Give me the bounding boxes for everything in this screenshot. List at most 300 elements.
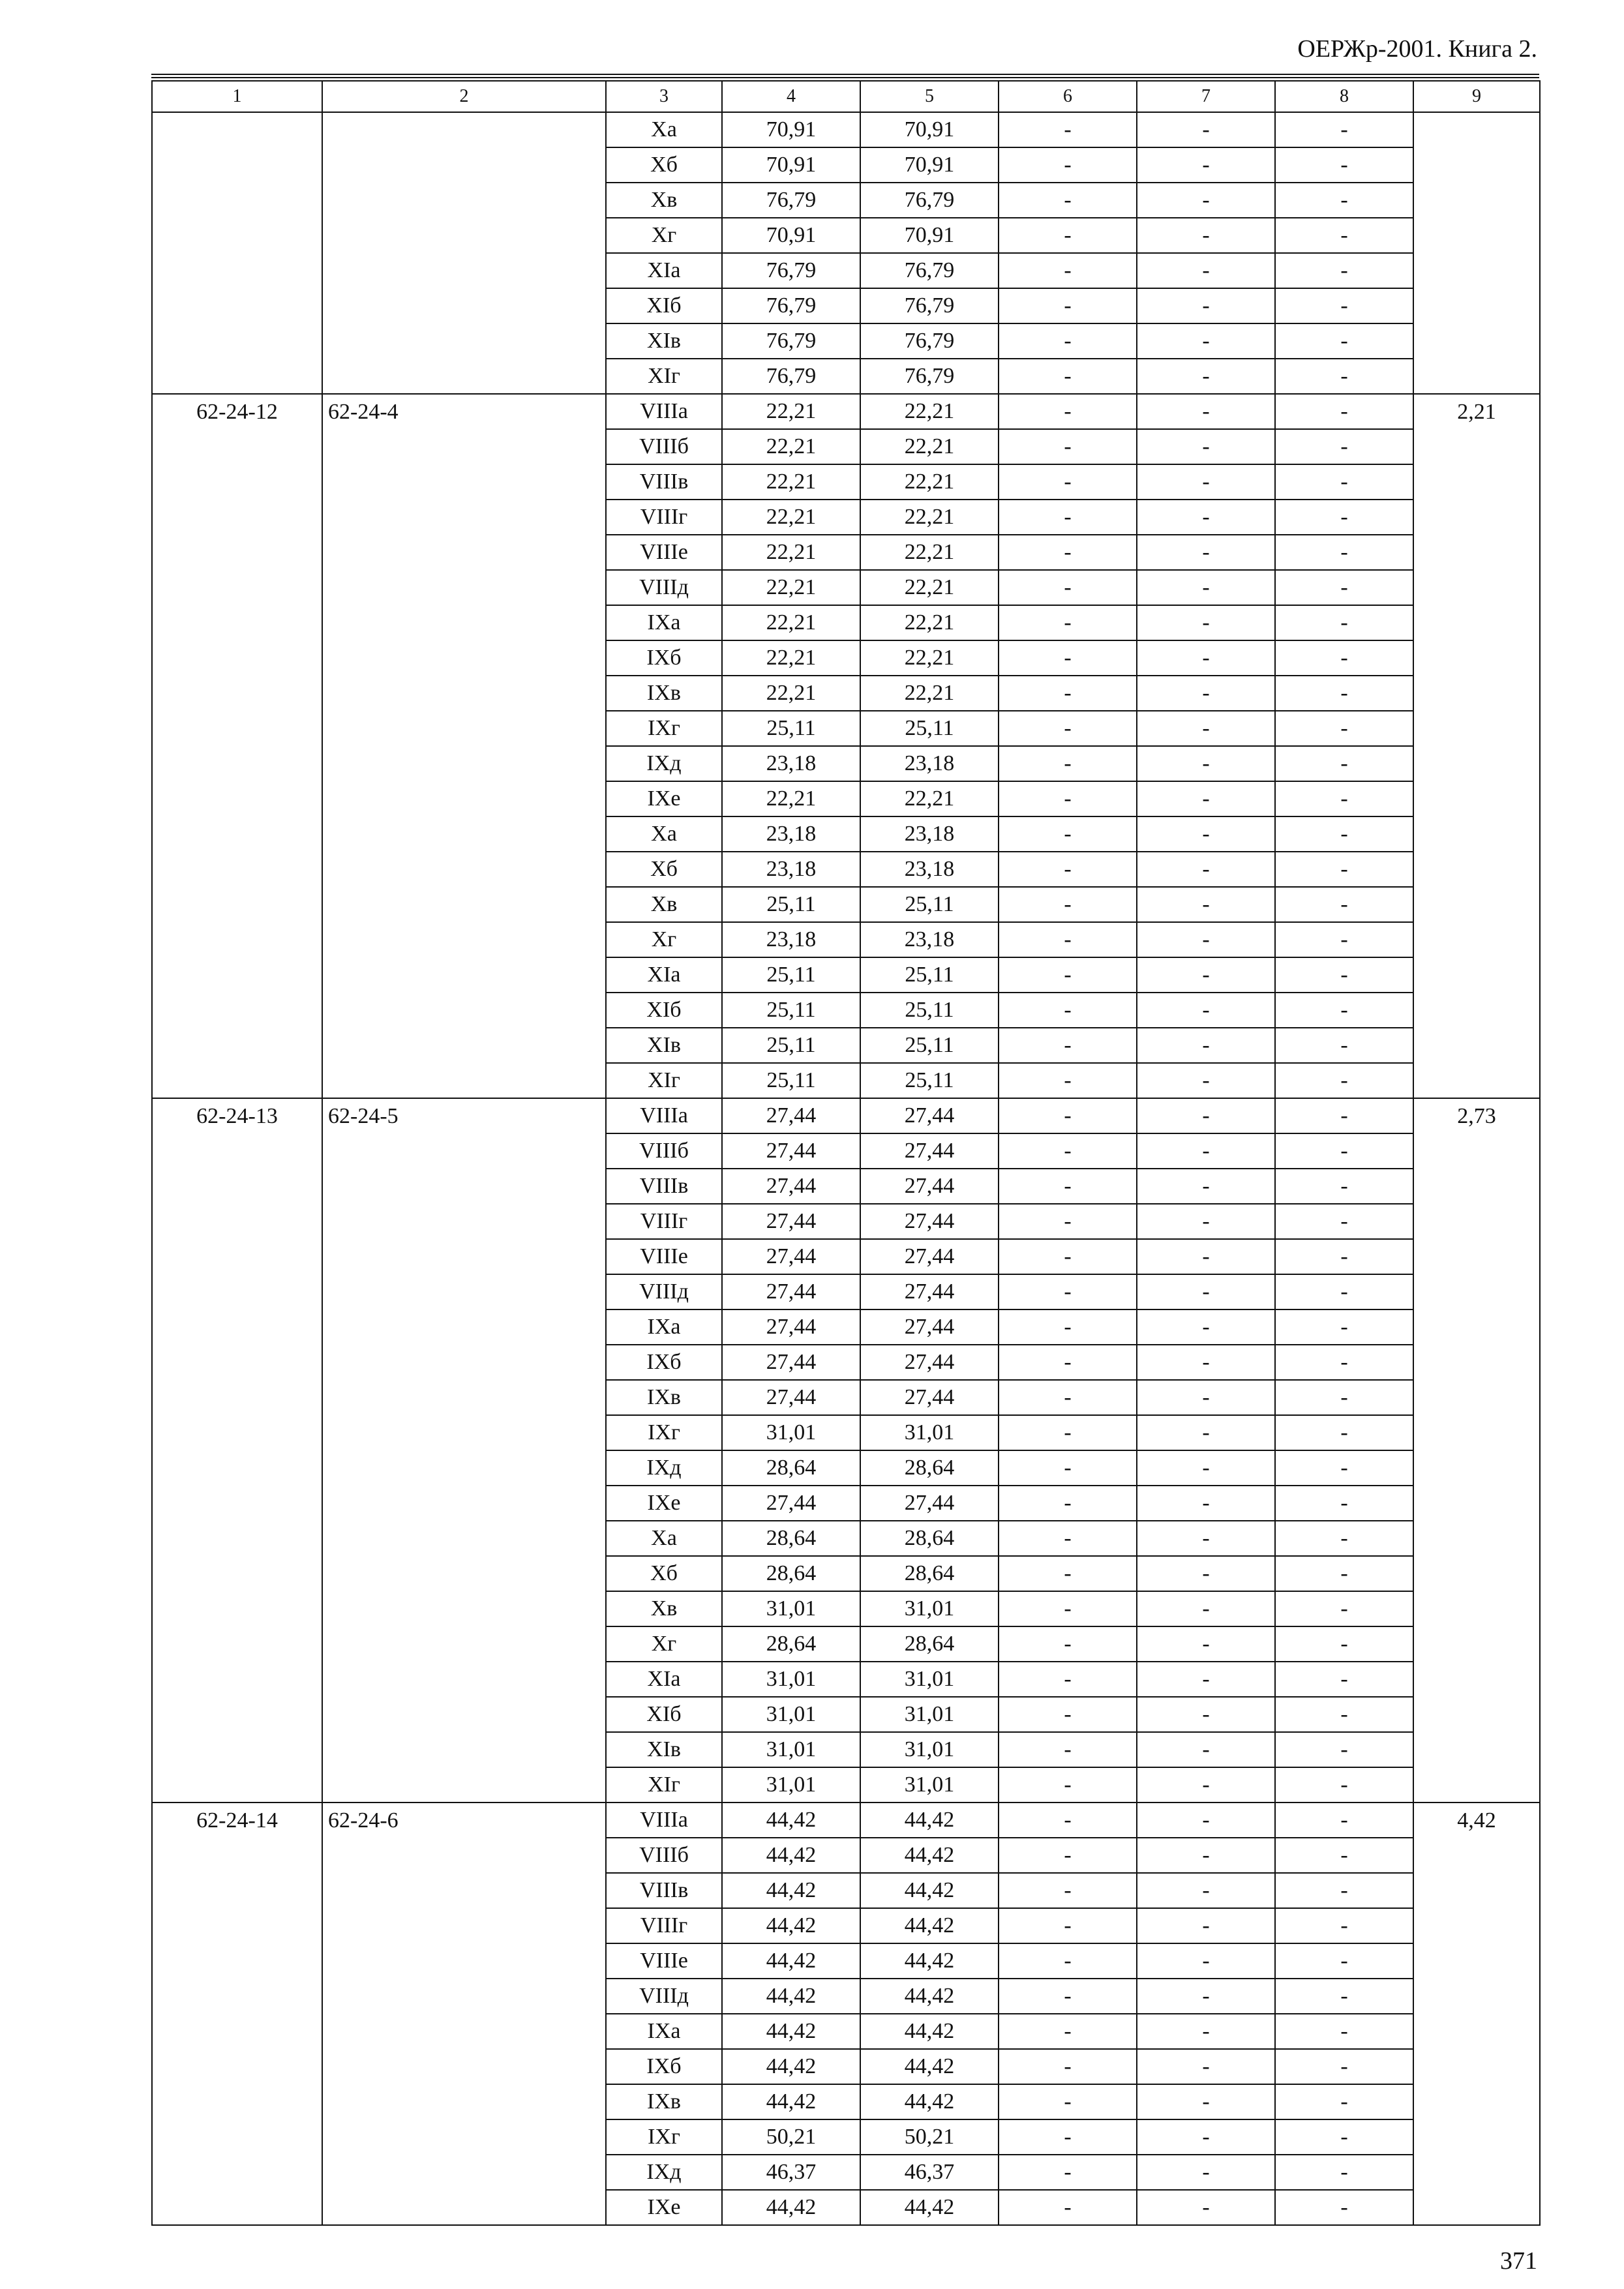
page-number: 371: [1500, 2247, 1537, 2275]
category-cell: IXб: [606, 1345, 722, 1380]
column-5-cell: 23,18: [860, 746, 999, 781]
column-7-cell: -: [1137, 711, 1275, 746]
column-4-cell: 28,64: [722, 1626, 860, 1662]
column-8-cell: -: [1275, 922, 1413, 957]
category-cell: IXа: [606, 605, 722, 640]
category-cell: Xб: [606, 147, 722, 183]
category-cell: VIIIб: [606, 429, 722, 464]
column-4-cell: 25,11: [722, 711, 860, 746]
column-4-cell: 25,11: [722, 993, 860, 1028]
category-cell: XIб: [606, 1697, 722, 1732]
column-9-cell: [1413, 112, 1540, 394]
column-8-cell: -: [1275, 1697, 1413, 1732]
column-6-cell: -: [999, 1028, 1137, 1063]
column-7-cell: -: [1137, 183, 1275, 218]
column-5-cell: 22,21: [860, 429, 999, 464]
column-6-cell: -: [999, 288, 1137, 323]
column-6-cell: -: [999, 1767, 1137, 1803]
column-7-cell: -: [1137, 1697, 1275, 1732]
column-6-cell: -: [999, 2014, 1137, 2049]
column-8-cell: -: [1275, 2084, 1413, 2119]
column-5-cell: 44,42: [860, 2084, 999, 2119]
column-7-cell: -: [1137, 2190, 1275, 2225]
column-5-cell: 27,44: [860, 1239, 999, 1274]
column-4-cell: 22,21: [722, 640, 860, 676]
category-cell: IXв: [606, 1380, 722, 1415]
column-4-cell: 27,44: [722, 1098, 860, 1133]
column-4-cell: 22,21: [722, 394, 860, 429]
column-7-cell: -: [1137, 500, 1275, 535]
column-8-cell: -: [1275, 1309, 1413, 1345]
column-8-cell: -: [1275, 394, 1413, 429]
column-4-cell: 25,11: [722, 1063, 860, 1098]
column-5-cell: 25,11: [860, 1063, 999, 1098]
reference-code-cell: 62-24-6: [322, 1803, 606, 2225]
column-6-cell: -: [999, 1662, 1137, 1697]
column-8-cell: -: [1275, 1380, 1413, 1415]
column-8-cell: -: [1275, 2049, 1413, 2084]
column-7-cell: -: [1137, 816, 1275, 852]
column-8-cell: -: [1275, 1133, 1413, 1169]
category-cell: IXг: [606, 1415, 722, 1450]
column-7-cell: -: [1137, 1169, 1275, 1204]
column-4-cell: 31,01: [722, 1697, 860, 1732]
column-7-cell: -: [1137, 1486, 1275, 1521]
column-8-cell: -: [1275, 535, 1413, 570]
column-8-cell: -: [1275, 676, 1413, 711]
category-cell: Xб: [606, 1556, 722, 1591]
column-6-cell: -: [999, 957, 1137, 993]
column-6-cell: -: [999, 218, 1137, 253]
column-6-cell: -: [999, 1098, 1137, 1133]
column-8-cell: -: [1275, 852, 1413, 887]
column-4-cell: 27,44: [722, 1345, 860, 1380]
column-8-cell: -: [1275, 1345, 1413, 1380]
column-8-cell: -: [1275, 1908, 1413, 1943]
column-6-cell: -: [999, 429, 1137, 464]
column-6-cell: -: [999, 852, 1137, 887]
column-7-cell: -: [1137, 852, 1275, 887]
column-9-cell: 4,42: [1413, 1803, 1540, 2225]
column-6-cell: -: [999, 394, 1137, 429]
column-8-cell: -: [1275, 887, 1413, 922]
category-cell: IXв: [606, 676, 722, 711]
column-7-cell: -: [1137, 1943, 1275, 1979]
column-5-cell: 44,42: [860, 2190, 999, 2225]
category-cell: XIа: [606, 253, 722, 288]
category-cell: XIб: [606, 993, 722, 1028]
column-7-cell: -: [1137, 1873, 1275, 1908]
column-8-cell: -: [1275, 1767, 1413, 1803]
column-4-cell: 27,44: [722, 1169, 860, 1204]
category-cell: IXб: [606, 640, 722, 676]
column-5-cell: 76,79: [860, 183, 999, 218]
column-6-cell: -: [999, 253, 1137, 288]
column-number: 5: [860, 81, 999, 112]
column-7-cell: -: [1137, 464, 1275, 500]
category-cell: IXа: [606, 2014, 722, 2049]
column-7-cell: -: [1137, 112, 1275, 147]
column-5-cell: 27,44: [860, 1380, 999, 1415]
column-4-cell: 25,11: [722, 887, 860, 922]
column-6-cell: -: [999, 1415, 1137, 1450]
column-4-cell: 22,21: [722, 535, 860, 570]
category-cell: VIIIе: [606, 1943, 722, 1979]
column-5-cell: 70,91: [860, 218, 999, 253]
column-6-cell: -: [999, 1239, 1137, 1274]
column-8-cell: -: [1275, 429, 1413, 464]
category-cell: IXб: [606, 2049, 722, 2084]
category-cell: XIб: [606, 288, 722, 323]
column-4-cell: 28,64: [722, 1556, 860, 1591]
column-8-cell: -: [1275, 112, 1413, 147]
column-6-cell: -: [999, 711, 1137, 746]
column-5-cell: 22,21: [860, 394, 999, 429]
column-7-cell: -: [1137, 1380, 1275, 1415]
column-5-cell: 31,01: [860, 1767, 999, 1803]
column-7-cell: -: [1137, 429, 1275, 464]
column-8-cell: -: [1275, 2119, 1413, 2155]
column-5-cell: 27,44: [860, 1133, 999, 1169]
column-4-cell: 23,18: [722, 922, 860, 957]
column-6-cell: -: [999, 605, 1137, 640]
column-number-row: [152, 81, 1540, 112]
column-8-cell: -: [1275, 816, 1413, 852]
table-row: [152, 112, 1540, 147]
column-5-cell: 31,01: [860, 1732, 999, 1767]
column-8-cell: -: [1275, 1521, 1413, 1556]
column-6-cell: -: [999, 323, 1137, 359]
table-row: [152, 1803, 1540, 1838]
column-7-cell: -: [1137, 640, 1275, 676]
column-4-cell: 22,21: [722, 676, 860, 711]
column-8-cell: -: [1275, 1556, 1413, 1591]
category-cell: VIIIе: [606, 535, 722, 570]
column-5-cell: 70,91: [860, 147, 999, 183]
reference-code-cell: [322, 112, 606, 394]
column-7-cell: -: [1137, 359, 1275, 394]
column-5-cell: 23,18: [860, 922, 999, 957]
column-6-cell: -: [999, 147, 1137, 183]
column-8-cell: -: [1275, 147, 1413, 183]
column-5-cell: 25,11: [860, 993, 999, 1028]
column-4-cell: 31,01: [722, 1415, 860, 1450]
column-7-cell: -: [1137, 1415, 1275, 1450]
column-8-cell: -: [1275, 1838, 1413, 1873]
category-cell: VIIIд: [606, 1979, 722, 2014]
column-6-cell: -: [999, 1063, 1137, 1098]
column-4-cell: 44,42: [722, 1943, 860, 1979]
column-8-cell: -: [1275, 1169, 1413, 1204]
column-5-cell: 27,44: [860, 1309, 999, 1345]
column-4-cell: 22,21: [722, 500, 860, 535]
column-7-cell: -: [1137, 2155, 1275, 2190]
column-4-cell: 44,42: [722, 1908, 860, 1943]
column-7-cell: -: [1137, 535, 1275, 570]
column-5-cell: 22,21: [860, 640, 999, 676]
column-5-cell: 31,01: [860, 1662, 999, 1697]
column-4-cell: 44,42: [722, 1838, 860, 1873]
column-4-cell: 27,44: [722, 1486, 860, 1521]
column-5-cell: 44,42: [860, 1803, 999, 1838]
column-8-cell: -: [1275, 1873, 1413, 1908]
column-8-cell: -: [1275, 993, 1413, 1028]
column-6-cell: -: [999, 676, 1137, 711]
column-4-cell: 50,21: [722, 2119, 860, 2155]
column-5-cell: 76,79: [860, 359, 999, 394]
column-5-cell: 22,21: [860, 464, 999, 500]
column-7-cell: -: [1137, 394, 1275, 429]
column-5-cell: 27,44: [860, 1204, 999, 1239]
column-6-cell: -: [999, 1450, 1137, 1486]
column-8-cell: -: [1275, 781, 1413, 816]
column-4-cell: 76,79: [722, 288, 860, 323]
column-4-cell: 44,42: [722, 2014, 860, 2049]
header-rule: [151, 74, 1539, 78]
column-4-cell: 44,42: [722, 1873, 860, 1908]
column-6-cell: -: [999, 1380, 1137, 1415]
table-body: [152, 81, 1540, 2225]
column-6-cell: -: [999, 500, 1137, 535]
column-number: 1: [152, 81, 322, 112]
column-5-cell: 44,42: [860, 1873, 999, 1908]
category-cell: IXе: [606, 781, 722, 816]
column-4-cell: 22,21: [722, 464, 860, 500]
column-4-cell: 44,42: [722, 1979, 860, 2014]
column-8-cell: -: [1275, 1415, 1413, 1450]
column-8-cell: -: [1275, 359, 1413, 394]
column-6-cell: -: [999, 570, 1137, 605]
column-7-cell: -: [1137, 1204, 1275, 1239]
column-7-cell: -: [1137, 1591, 1275, 1626]
column-7-cell: -: [1137, 1098, 1275, 1133]
column-6-cell: -: [999, 1133, 1137, 1169]
category-cell: XIа: [606, 957, 722, 993]
column-7-cell: -: [1137, 887, 1275, 922]
column-4-cell: 76,79: [722, 183, 860, 218]
column-8-cell: -: [1275, 1274, 1413, 1309]
column-number: 4: [722, 81, 860, 112]
column-4-cell: 46,37: [722, 2155, 860, 2190]
column-7-cell: -: [1137, 1274, 1275, 1309]
column-7-cell: -: [1137, 1133, 1275, 1169]
column-4-cell: 22,21: [722, 605, 860, 640]
category-cell: VIIIа: [606, 1098, 722, 1133]
column-6-cell: -: [999, 2155, 1137, 2190]
column-6-cell: -: [999, 464, 1137, 500]
category-cell: VIIIб: [606, 1133, 722, 1169]
column-7-cell: -: [1137, 1450, 1275, 1486]
column-7-cell: -: [1137, 1767, 1275, 1803]
column-7-cell: -: [1137, 1979, 1275, 2014]
column-6-cell: -: [999, 816, 1137, 852]
column-8-cell: -: [1275, 500, 1413, 535]
column-6-cell: -: [999, 1979, 1137, 2014]
column-6-cell: -: [999, 2119, 1137, 2155]
column-6-cell: -: [999, 1838, 1137, 1873]
column-4-cell: 22,21: [722, 781, 860, 816]
column-4-cell: 27,44: [722, 1274, 860, 1309]
column-5-cell: 22,21: [860, 570, 999, 605]
category-cell: Xв: [606, 1591, 722, 1626]
column-5-cell: 44,42: [860, 1908, 999, 1943]
column-6-cell: -: [999, 2084, 1137, 2119]
column-4-cell: 31,01: [722, 1767, 860, 1803]
column-6-cell: -: [999, 1943, 1137, 1979]
category-cell: XIг: [606, 1063, 722, 1098]
item-code-cell: 62-24-12: [152, 394, 322, 1098]
column-8-cell: -: [1275, 464, 1413, 500]
column-7-cell: -: [1137, 2119, 1275, 2155]
table-row: [152, 1098, 1540, 1133]
column-6-cell: -: [999, 1591, 1137, 1626]
category-cell: VIIIд: [606, 1274, 722, 1309]
column-4-cell: 70,91: [722, 147, 860, 183]
column-5-cell: 28,64: [860, 1521, 999, 1556]
column-5-cell: 22,21: [860, 605, 999, 640]
column-7-cell: -: [1137, 957, 1275, 993]
column-7-cell: -: [1137, 781, 1275, 816]
column-8-cell: -: [1275, 218, 1413, 253]
column-5-cell: 22,21: [860, 781, 999, 816]
category-cell: VIIIб: [606, 1838, 722, 1873]
category-cell: VIIIд: [606, 570, 722, 605]
column-number: 2: [322, 81, 606, 112]
column-4-cell: 27,44: [722, 1239, 860, 1274]
column-5-cell: 27,44: [860, 1486, 999, 1521]
column-8-cell: -: [1275, 2190, 1413, 2225]
column-5-cell: 28,64: [860, 1556, 999, 1591]
column-7-cell: -: [1137, 323, 1275, 359]
column-6-cell: -: [999, 1345, 1137, 1380]
column-7-cell: -: [1137, 1063, 1275, 1098]
column-5-cell: 27,44: [860, 1345, 999, 1380]
page-header: ОЕРЖр-2001. Книга 2.: [1297, 35, 1537, 63]
column-5-cell: 22,21: [860, 500, 999, 535]
column-7-cell: -: [1137, 1239, 1275, 1274]
category-cell: IXе: [606, 2190, 722, 2225]
column-6-cell: -: [999, 887, 1137, 922]
category-cell: Xа: [606, 816, 722, 852]
column-4-cell: 27,44: [722, 1133, 860, 1169]
column-8-cell: -: [1275, 570, 1413, 605]
column-number: 6: [999, 81, 1137, 112]
category-cell: IXа: [606, 1309, 722, 1345]
column-5-cell: 44,42: [860, 1979, 999, 2014]
column-number: 7: [1137, 81, 1275, 112]
column-5-cell: 46,37: [860, 2155, 999, 2190]
column-7-cell: -: [1137, 1345, 1275, 1380]
column-7-cell: -: [1137, 676, 1275, 711]
column-4-cell: 76,79: [722, 323, 860, 359]
column-7-cell: -: [1137, 570, 1275, 605]
category-cell: XIв: [606, 1028, 722, 1063]
column-8-cell: -: [1275, 183, 1413, 218]
column-4-cell: 44,42: [722, 2049, 860, 2084]
column-5-cell: 44,42: [860, 1838, 999, 1873]
column-8-cell: -: [1275, 1239, 1413, 1274]
column-8-cell: -: [1275, 640, 1413, 676]
column-6-cell: -: [999, 183, 1137, 218]
column-4-cell: 28,64: [722, 1521, 860, 1556]
column-7-cell: -: [1137, 1803, 1275, 1838]
column-5-cell: 23,18: [860, 852, 999, 887]
column-7-cell: -: [1137, 1908, 1275, 1943]
item-code-cell: 62-24-13: [152, 1098, 322, 1803]
column-5-cell: 76,79: [860, 323, 999, 359]
column-8-cell: -: [1275, 1450, 1413, 1486]
column-4-cell: 31,01: [722, 1732, 860, 1767]
category-cell: Xг: [606, 1626, 722, 1662]
column-5-cell: 31,01: [860, 1697, 999, 1732]
column-7-cell: -: [1137, 605, 1275, 640]
category-cell: XIг: [606, 359, 722, 394]
column-8-cell: -: [1275, 1979, 1413, 2014]
column-5-cell: 70,91: [860, 112, 999, 147]
column-6-cell: -: [999, 2049, 1137, 2084]
column-7-cell: -: [1137, 288, 1275, 323]
column-8-cell: -: [1275, 253, 1413, 288]
column-4-cell: 76,79: [722, 253, 860, 288]
column-4-cell: 70,91: [722, 112, 860, 147]
table-row: [152, 394, 1540, 429]
column-number: 9: [1413, 81, 1540, 112]
column-4-cell: 70,91: [722, 218, 860, 253]
category-cell: VIIIа: [606, 394, 722, 429]
column-6-cell: -: [999, 112, 1137, 147]
column-8-cell: -: [1275, 288, 1413, 323]
column-4-cell: 22,21: [722, 570, 860, 605]
column-8-cell: -: [1275, 1591, 1413, 1626]
column-7-cell: -: [1137, 993, 1275, 1028]
category-cell: XIв: [606, 1732, 722, 1767]
column-5-cell: 27,44: [860, 1169, 999, 1204]
column-5-cell: 23,18: [860, 816, 999, 852]
column-6-cell: -: [999, 1626, 1137, 1662]
column-5-cell: 22,21: [860, 535, 999, 570]
category-cell: VIIIг: [606, 1908, 722, 1943]
category-cell: Xа: [606, 112, 722, 147]
column-7-cell: -: [1137, 1626, 1275, 1662]
category-cell: XIг: [606, 1767, 722, 1803]
column-4-cell: 23,18: [722, 852, 860, 887]
category-cell: IXг: [606, 2119, 722, 2155]
column-5-cell: 76,79: [860, 253, 999, 288]
category-cell: VIIIв: [606, 1873, 722, 1908]
column-6-cell: -: [999, 1556, 1137, 1591]
column-8-cell: -: [1275, 605, 1413, 640]
column-number: 8: [1275, 81, 1413, 112]
column-8-cell: -: [1275, 746, 1413, 781]
column-6-cell: -: [999, 1908, 1137, 1943]
category-cell: Xг: [606, 922, 722, 957]
column-7-cell: -: [1137, 2084, 1275, 2119]
column-number: 3: [606, 81, 722, 112]
column-7-cell: -: [1137, 147, 1275, 183]
column-9-cell: 2,21: [1413, 394, 1540, 1098]
column-8-cell: -: [1275, 711, 1413, 746]
column-5-cell: 50,21: [860, 2119, 999, 2155]
column-7-cell: -: [1137, 746, 1275, 781]
column-4-cell: 44,42: [722, 1803, 860, 1838]
column-6-cell: -: [999, 1204, 1137, 1239]
column-8-cell: -: [1275, 1626, 1413, 1662]
column-4-cell: 44,42: [722, 2084, 860, 2119]
category-cell: IXд: [606, 1450, 722, 1486]
category-cell: IXв: [606, 2084, 722, 2119]
column-6-cell: -: [999, 1803, 1137, 1838]
column-8-cell: -: [1275, 1943, 1413, 1979]
